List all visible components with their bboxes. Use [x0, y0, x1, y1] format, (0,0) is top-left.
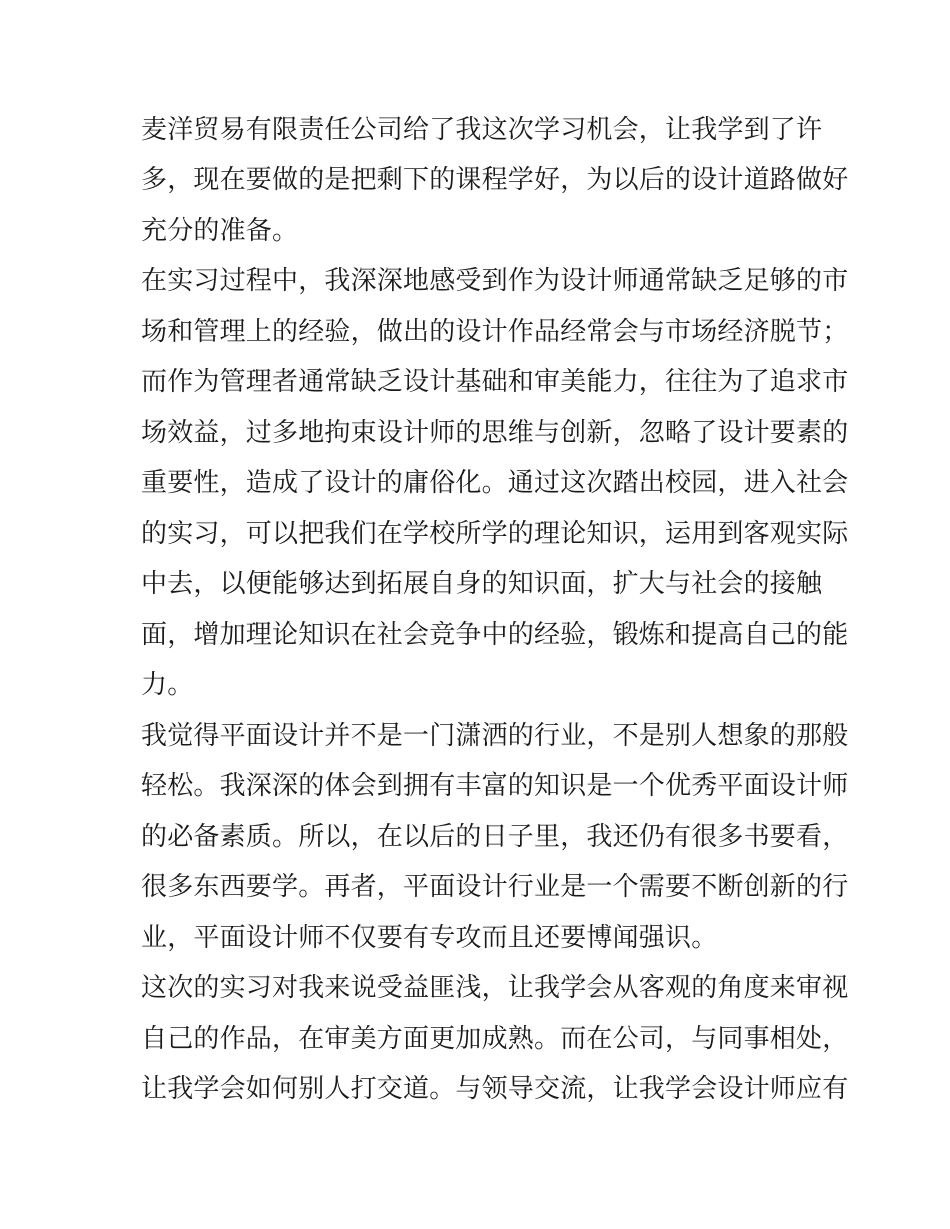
text-line: 充分的准备。: [141, 216, 299, 246]
text-line: 面，增加理论知识在社会竞争中的经验，锻炼和提高自己的能: [141, 620, 849, 650]
text-line: 重要性，造成了设计的庸俗化。通过这次踏出校园，进入社会: [141, 468, 849, 498]
text-line: 的必备素质。所以，在以后的日子里，我还仍有很多书要看，: [141, 822, 849, 852]
text-line: 这次的实习对我来说受益匪浅，让我学会从客观的角度来审视: [141, 973, 849, 1003]
text-line: 轻松。我深深的体会到拥有丰富的知识是一个优秀平面设计师: [141, 771, 849, 801]
text-line: 让我学会如何别人打交道。与领导交流，让我学会设计师应有: [141, 1074, 849, 1104]
text-line: 而作为管理者通常缺乏设计基础和审美能力，往往为了追求市: [141, 367, 849, 397]
text-line: 的实习，可以把我们在学校所学的理论知识，运用到客观实际: [141, 519, 849, 549]
text-line: 我觉得平面设计并不是一门潇洒的行业，不是别人想象的那般: [141, 721, 849, 751]
text-line: 自己的作品，在审美方面更加成熟。而在公司，与同事相处，: [141, 1024, 849, 1054]
text-line: 中去，以便能够达到拓展自身的知识面，扩大与社会的接触: [141, 569, 823, 599]
text-line: 业，平面设计师不仅要有专攻而且还要博闻强识。: [141, 923, 718, 953]
text-line: 麦洋贸易有限责任公司给了我这次学习机会，让我学到了许: [141, 115, 823, 145]
text-line: 场效益，过多地拘束设计师的思维与创新，忽略了设计要素的: [141, 418, 849, 448]
text-line: 场和管理上的经验，做出的设计作品经常会与市场经济脱节；: [141, 317, 849, 347]
text-line: 力。: [141, 670, 194, 700]
text-line: 多，现在要做的是把剩下的课程学好，为以后的设计道路做好: [141, 165, 849, 195]
text-line: 很多东西要学。再者，平面设计行业是一个需要不断创新的行: [141, 872, 849, 902]
text-line: 在实习过程中，我深深地感受到作为设计师通常缺乏足够的市: [141, 266, 849, 296]
